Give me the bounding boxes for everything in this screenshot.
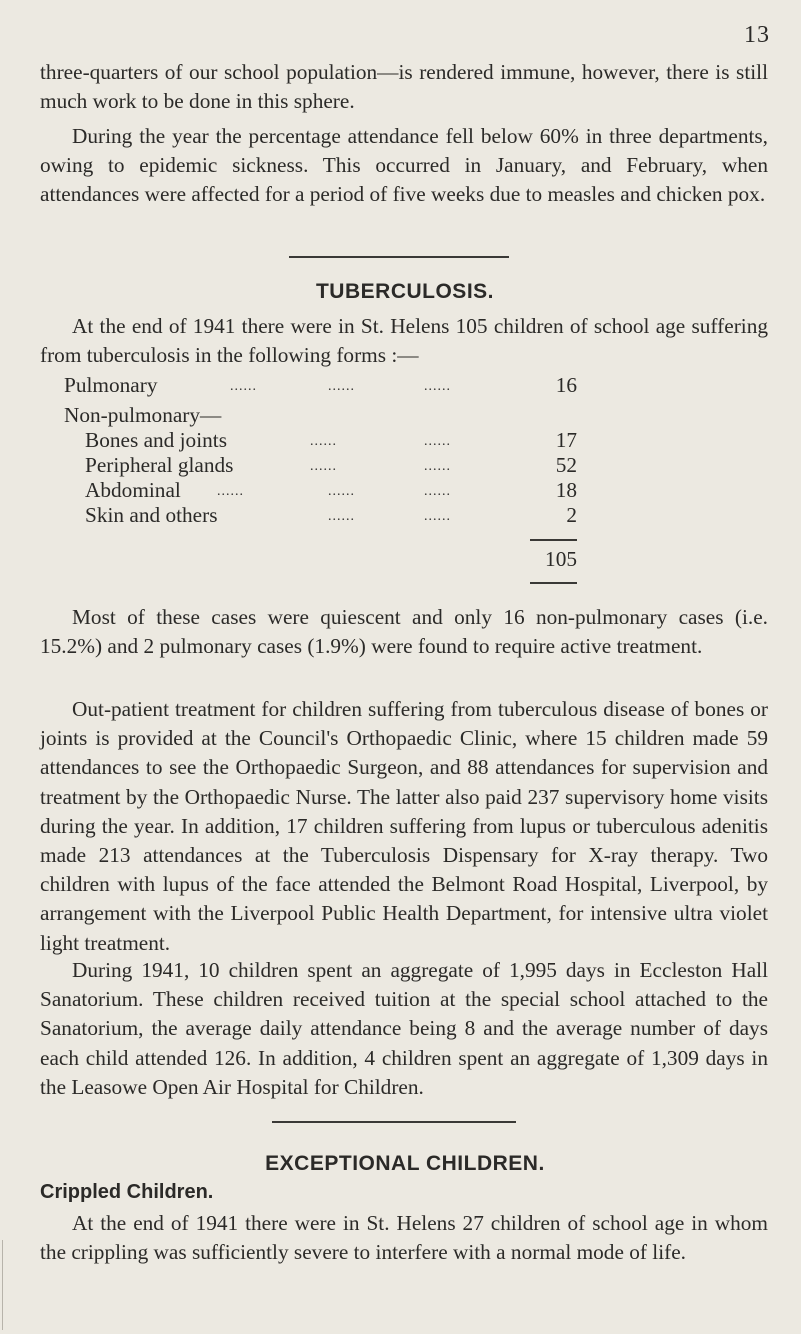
heading-exceptional-children: EXCEPTIONAL CHILDREN. [265,1152,545,1175]
dot-leader: ...... [310,434,337,449]
paragraph-immunisation: three-quarters of our school population—is rendered immune, however, there is still much work to be done in this sphere. [40,60,768,114]
dot-leader: ...... [328,484,355,499]
document-page [40,0,770,1334]
table-row-non-pulmonary [40,401,770,429]
heading-tuberculosis: TUBERCULOSIS. [315,280,494,303]
table-row-total [40,545,770,573]
paragraph-quiescent: Most of these cases were quiescent and only 16 non-pulmonary cases (i.e. 15.2%) and 2 pulmonary cases (1.9%) were found to require active treatment. [40,605,768,659]
subheading-crippled-children: Crippled Children. [40,1181,214,1203]
paragraph-sanatorium: During 1941, 10 children spent an aggregate of 1,995 days in Eccleston Hall Sanatorium. These children received tuition at the special school attached to the Sanatorium, the average daily attendance being 8 and the average number of days each child attended 126. In addition, 4 children spent an aggregate of 1,309 days in the Leasowe Open Air Hospital for Children. [40,958,768,1099]
table-row [40,476,770,504]
total-value: 105 [545,547,577,571]
table-row [40,426,770,454]
paragraph-tb-intro: At the end of 1941 there were in St. Helens 105 children of school age suffering from tuberculosis in the following forms :— [40,314,768,368]
row-value: 17 [555,428,577,452]
row-value: 16 [555,373,577,397]
dot-leader: ...... [424,459,451,474]
dot-leader: ...... [424,484,451,499]
table-row [40,451,770,479]
page-number: 13 [744,22,770,48]
table-row-pulmonary [40,371,770,399]
row-value: 52 [555,453,577,477]
dot-leader: ...... [328,509,355,524]
row-label: Pulmonary [64,373,158,397]
dot-leader: ...... [217,484,244,499]
total-rule [530,582,577,584]
row-label: Peripheral glands [85,453,234,477]
row-label: Non-pulmonary— [64,403,222,427]
row-value: 18 [555,478,577,502]
row-label: Abdominal [85,478,181,502]
row-value: 2 [566,503,577,527]
scan-margin-line [2,1240,3,1330]
dot-leader: ...... [424,379,451,394]
dot-leader: ...... [310,459,337,474]
section-divider [289,256,509,258]
dot-leader: ...... [424,434,451,449]
section-divider [272,1121,516,1123]
table-row [40,501,770,529]
dot-leader: ...... [328,379,355,394]
paragraph-attendance: During the year the percentage attendance fell below 60% in three departments, owing to epidemic sickness. This occurred in January, and February, when attendances were affected for a period of five weeks due to measles and chicken pox. [40,124,768,207]
row-label: Skin and others [85,503,218,527]
dot-leader: ...... [424,509,451,524]
row-label: Bones and joints [85,428,227,452]
dot-leader: ...... [230,379,257,394]
paragraph-outpatient: Out-patient treatment for children suffering from tuberculous disease of bones or joints is provided at the Council's Orthopaedic Clinic, where 15 children made 59 attendances to see the Orthopaedic Surgeon, and 88 attendances for supervision and treatment by the Orthopaedic Nurse. The latter also paid 237 supervisory home visits during the year. In addition, 17 children suffering from lupus or tuberculous adenitis made 213 attendances at the Tuberculosis Dispensary for X-ray therapy. Two children with lupus of the face attended the Belmont Road Hospital, Liverpool, by arrangement with the Liverpool Public Health Department, for intensive ultra violet light treatment. [40,697,768,955]
paragraph-crippled: At the end of 1941 there were in St. Helens 27 children of school age in whom the crippling was sufficiently severe to interfere with a normal mode of life. [40,1211,768,1265]
total-rule [530,539,577,541]
